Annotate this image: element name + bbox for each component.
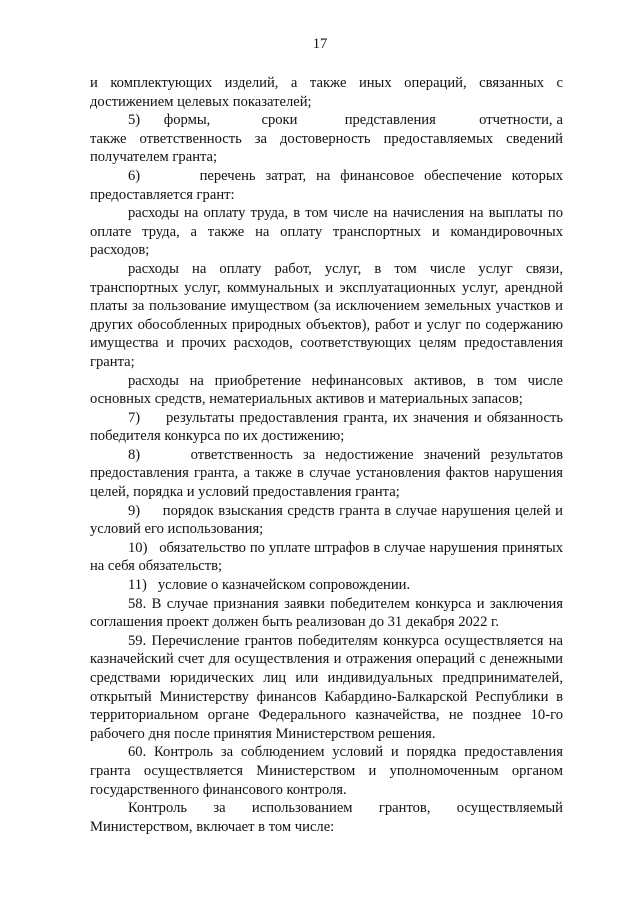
paragraph-item-8-responsibility: 8) ответственность за недостижение значений результатов предоставления гранта, а также в случае установления фактов нарушения целей, порядка и условий предоставления гранта; [90, 446, 563, 501]
paragraph-components-clause: и комплектующих изделий, а также иных операций, связанных с достижением целевых показателей; [90, 75, 563, 110]
paragraph-item-10-penalties: 10) обязательство по уплате штрафов в случае нарушения принятых на себя обязательств; [90, 539, 563, 575]
paragraph-item-5-reporting: 5) формы, сроки представления отчетности, а также ответственность за достоверность предоставляемых сведений получателем гранта; [90, 112, 563, 166]
paragraph-control-intro: Контроль за использованием грантов, осуществляемый Министерством, включает в том числе: [90, 800, 563, 835]
paragraph-section-59: 59. Перечисление грантов победителям конкурса осуществляется на казначейский счет для осуществления и отражения операций с денежными средствами юридических лиц или индивидуальных предпринимателей, открытый Министерству финансов Кабардино-Балкарской Республики в территориальном органе Федерального казначейства, не позднее 10-го рабочего дня после принятия Министерством решения. [90, 632, 563, 742]
paragraph-works-services-costs: расходы на оплату работ, услуг, в том числе услуг связи, транспортных услуг, коммунальных и эксплуатационных услуг, арендной платы за пользование имуществом (за исключением земельных участков и других обособленных природных объектов), работ и услуг по содержанию имущества и прочих расходов, соответствующих целям предоставления гранта; [90, 260, 563, 370]
paragraph-item-11-treasury: 11) условие о казначейском сопровождении. [128, 577, 411, 594]
paragraph-section-60: 60. Контроль за соблюдением условий и порядка предоставления гранта осуществляется Министерством и уполномоченным органом государственного финансового контроля. [90, 744, 563, 798]
page-number: 17 [312, 36, 328, 52]
paragraph-item-7-results: 7) результаты предоставления гранта, их значения и обязанность победителя конкурса по их достижению; [90, 409, 563, 445]
paragraph-item-9-recovery: 9) порядок взыскания средств гранта в случае нарушения целей и условий его использования; [90, 502, 563, 538]
document-body [90, 74, 563, 836]
paragraph-section-58: 58. В случае признания заявки победителем конкурса и заключения соглашения проект должен быть реализован до 31 декабря 2022 г. [90, 595, 563, 631]
paragraph-non-financial-assets: расходы на приобретение нефинансовых активов, в том числе основных средств, нематериальных активов и материальных запасов; [90, 372, 563, 408]
paragraph-labor-costs: расходы на оплату труда, в том числе на начисления на выплаты по оплате труда, а также на оплату транспортных и командировочных расходов; [90, 205, 563, 259]
paragraph-item-6-cost-list: 6) перечень затрат, на финансовое обеспечение которых предоставляется грант: [90, 167, 563, 203]
